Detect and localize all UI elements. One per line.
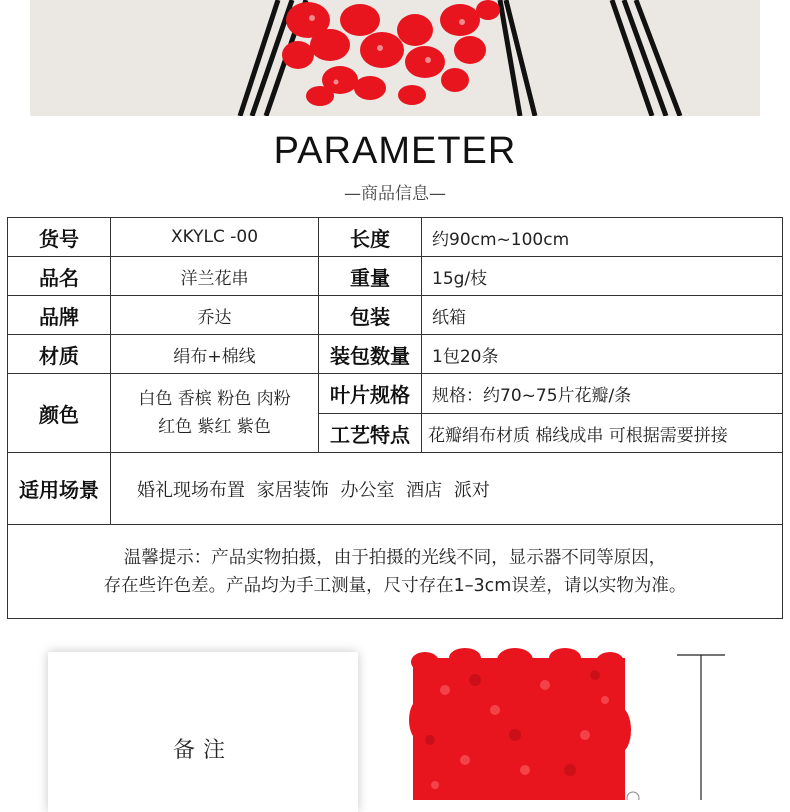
label-item-number: 货号	[39, 226, 79, 251]
remark-card	[48, 652, 358, 812]
value-weight: 15g/枝	[432, 268, 488, 289]
color-line-1: 白色 香槟 粉色 肉粉	[138, 389, 291, 409]
label-weight: 重量	[350, 265, 390, 290]
label-product-name: 品名	[39, 265, 79, 290]
remark-label: 备注	[172, 738, 233, 763]
dimension-line	[677, 655, 725, 800]
section-title: PARAMETER	[273, 130, 517, 172]
label-packaging: 包装	[350, 304, 390, 329]
value-packaging: 纸箱	[432, 307, 466, 328]
value-leaf-spec: 规格：约70~75片花瓣/条	[432, 386, 632, 406]
notice-line-1: 温馨提示：产品实物拍摄，由于拍摄的光线不同，显示器不同等原因，	[123, 547, 667, 568]
label-pack-quantity: 装包数量	[330, 343, 410, 368]
value-brand: 乔达	[197, 307, 232, 328]
value-length: 约90cm~100cm	[432, 229, 570, 250]
notice	[8, 525, 782, 618]
color-line-2: 红色 紫红 紫色	[158, 417, 271, 437]
flower-stand-illustration	[30, 0, 760, 116]
value-item-number: XKYLC -00	[170, 227, 259, 247]
label-scene: 适用场景	[19, 478, 99, 502]
label-color: 颜色	[39, 402, 79, 427]
red-flowers	[282, 0, 500, 106]
product-photo-bottom	[405, 640, 790, 800]
value-material: 绢布+棉线	[173, 346, 256, 367]
section-subtitle: —商品信息—	[344, 184, 446, 204]
notice-line-2: 存在些许色差。产品均为手工测量，尺寸存在1–3cm误差，请以实物为准。	[103, 575, 687, 596]
product-photo-top	[30, 0, 760, 116]
label-material: 材质	[39, 343, 79, 368]
label-brand: 品牌	[39, 304, 79, 329]
value-color	[111, 374, 318, 452]
value-product-name: 洋兰花串	[180, 268, 249, 289]
value-scene: 婚礼现场布置 家居装饰 办公室 酒店 派对	[137, 479, 490, 501]
flower-curtain-illustration	[405, 640, 790, 800]
label-length: 长度	[350, 226, 390, 251]
label-craft: 工艺特点	[330, 422, 410, 447]
value-pack-quantity: 1包20条	[432, 346, 499, 367]
label-leaf-spec: 叶片规格	[330, 383, 410, 407]
parameter-table	[7, 217, 783, 619]
value-craft: 花瓣绢布材质 棉线成串 可根据需要拼接	[428, 425, 728, 446]
